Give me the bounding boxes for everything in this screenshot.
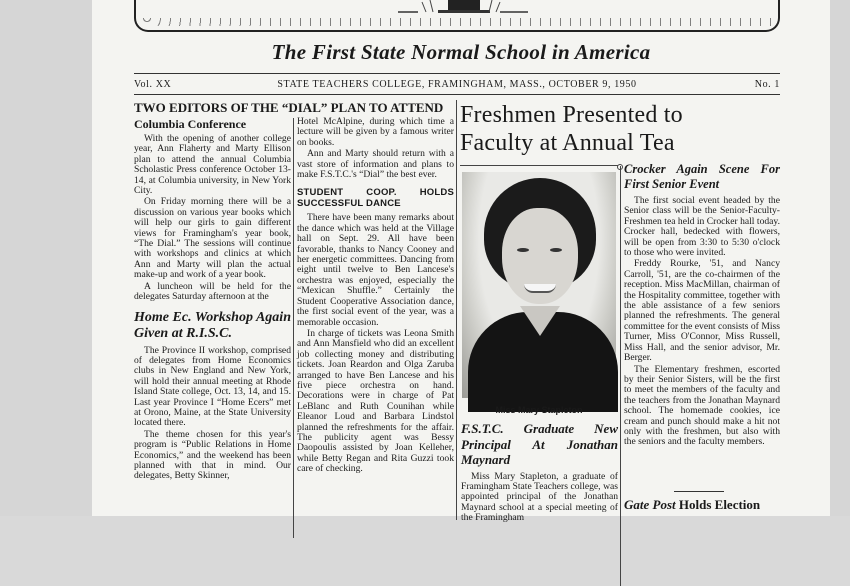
column-2 <box>297 117 454 476</box>
masthead-illustration-icon <box>388 0 538 16</box>
article-paragraph: The Province II workshop, comprised of delegates from Home Economics clubs in New England and New York, will hold their annual meeting at Rhode Island State college, Oct. 13, 14, and 15. Last year Province I “Home Ecers” met at Orono, Maine, at the State University located there. <box>134 344 291 429</box>
folio-rule-top <box>134 73 780 74</box>
issue-number: No. 1 <box>754 79 780 90</box>
article-paragraph: Miss Mary Stapleton, a graduate of Framingham State Teachers college, was appointed principal of the Jonathan Maynard school at a special meeting of the Framingham <box>461 470 618 524</box>
article-paragraph: Hotel McAlpine, during which time a lecture will be given by a famous writer on books. <box>297 116 454 148</box>
article-paragraph: A luncheon will be held for the delegates Saturday afternoon at the <box>134 280 291 303</box>
portrait-photo <box>462 172 616 398</box>
gate-post-rest: Holds Election <box>675 497 761 512</box>
scan-margin-right <box>830 0 850 516</box>
column-divider <box>620 166 621 586</box>
column-divider <box>456 100 457 520</box>
gate-post-title: Gate Post <box>624 497 676 512</box>
article-paragraph: Freddy Rourke, '51, and Nancy Carroll, '51, are the co-chairmen of the reception. Miss MacMillan, chairman of the Hospitality committee, together with the able assistance of a few seniors planned the refreshments. The general committee for the event consists of Miss Turner, Miss O'Connor, Miss Russell, Miss Hall, and the senior advisor, Mr. Berger. <box>624 258 780 364</box>
headline-freshmen-tea: Freshmen Presented to Faculty at Annual Tea <box>460 102 683 156</box>
headline-editors: TWO EDITORS OF THE “DIAL” PLAN TO ATTEND <box>134 100 444 115</box>
folio-dateline: STATE TEACHERS COLLEGE, FRAMINGHAM, MASS., OCTOBER 9, 1950 <box>277 79 637 90</box>
article-paragraph: Ann and Marty should return with a vast store of information and plans to make F.S.T.C.'s “Dial” the best ever. <box>297 148 454 181</box>
column-4 <box>624 160 780 449</box>
photo-rule <box>460 165 620 166</box>
volume-number: Vol. XX <box>134 79 172 90</box>
article-paragraph: There have been many remarks about the dance which was held at the Village hall on Sept. 29. All have been favorable, thanks to Nancy Cooney and her energetic committees. Dancing from eight until twelve to Ben Lancese's orchestra was enjoyed, especially the “Mexican Shuffle.” Certainly the Student Cooperative Association dance, the first social event of the year, was a memorable occasion. <box>297 212 454 328</box>
article-paragraph: The Elementary freshmen, escorted by their Senior Sisters, will be the first to meet the members of the faculty and the teachers from the Jonathan Maynard school. The homemade cookies, ice cream and punch should make a hit not only with the freshmen, but also with the seniors and the faculty members. <box>624 363 780 448</box>
photo-caption: Miss Mary Stapleton <box>495 405 583 415</box>
masthead-subtitle: The First State Normal School in America <box>271 40 651 64</box>
column-divider <box>293 118 294 538</box>
article-paragraph: With the opening of another college year, Ann Flaherty and Marty Ellison plan to attend the annual Columbia Scholastic Press conference October 13-14, at Columbia university, in New York City. <box>134 133 291 197</box>
column-1-headline-area <box>134 101 456 115</box>
story-separator <box>674 491 724 492</box>
article-paragraph: On Friday morning there will be a discussion on various year books which will help our girls to gain different views for Framingham's year book, “The Dial.” The sessions will continue with workshops and clinics at which Ann and Marty will plan the actual make-up and work of a year book. <box>134 196 291 281</box>
subhead-columbia: Columbia Conference <box>134 117 247 131</box>
headline-crocker: Crocker Again Scene For First Senior Event <box>624 162 780 191</box>
scan-margin-left <box>0 0 92 516</box>
headline-new-principal: F.S.T.C. Graduate New Principal At Jonathan Maynard <box>461 421 618 467</box>
article-paragraph: In charge of tickets was Leona Smith and Ann Mansfield who did an excellent job collecting money and distributing tickets. Joan Reardon and Olga Zaruba arranged to have Ben Lancese and his five piece orchestra on hand. Decorations were in charge of Pat LeBlanc and Ruth Counihan while Eleanor Loud and Barbara Lindstol planned the refreshments for the affair. The publicity agent was Bessy Daopoulis assisted by Joan Kelleher, while Betty Regan and Rita Guzzi took care of checking. <box>297 327 454 475</box>
article-paragraph: The first social event headed by the Senior class will be the Senior-Faculty-Freshmen tea held in Crocker hall today. Crocker hall, bedecked with flowers, will be open from 3:30 to 5:30 o'clock to those who were invited. <box>624 195 780 259</box>
masthead-ornament <box>142 18 772 26</box>
folio-rule-bottom <box>134 94 780 95</box>
column-3 <box>461 414 618 525</box>
newspaper-page <box>92 0 830 524</box>
article-paragraph: The theme chosen for this year's program is “Public Relations in Home Economics,” and the weekend has been planned with that in mind. Our delegates, Betty Skinner, <box>134 428 291 482</box>
headline-gate-post <box>624 497 784 512</box>
headline-home-ec: Home Ec. Workshop Again Given at R.I.S.C. <box>134 309 291 341</box>
column-1 <box>134 117 291 483</box>
headline-student-coop: STUDENT COOP. HOLDS SUCCESSFUL DANCE <box>297 187 454 210</box>
